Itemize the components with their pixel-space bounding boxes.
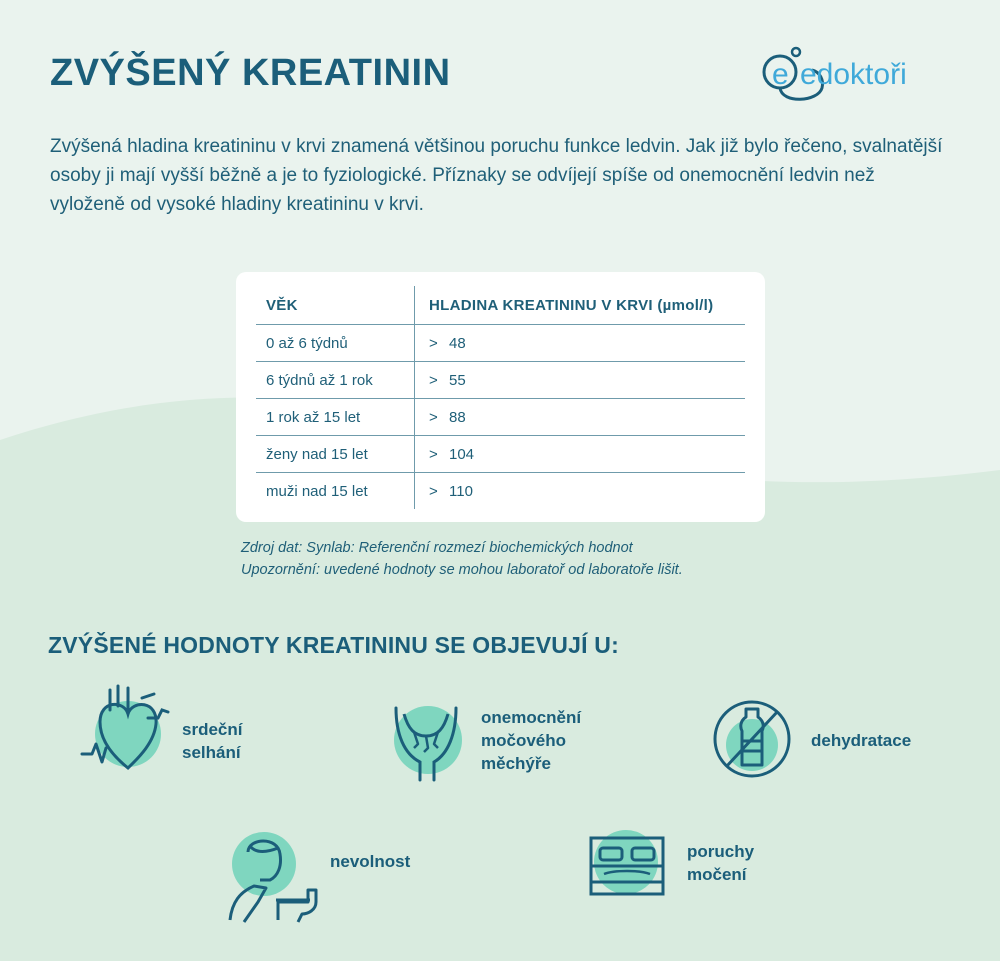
cause-label — [811, 729, 911, 752]
age-cell: 0 až 6 týdnů — [256, 325, 415, 362]
greater-than-sign: > — [429, 482, 438, 500]
heart-icon — [80, 682, 170, 777]
age-cell: muži nad 15 let — [256, 473, 415, 510]
label-line: poruchy — [687, 842, 755, 861]
level-value: 104 — [449, 445, 475, 463]
level-cell — [415, 473, 746, 510]
cause-dehydration — [712, 699, 952, 781]
label-line: nevolnost — [330, 852, 411, 871]
greater-than-sign: > — [429, 408, 438, 426]
greater-than-sign: > — [429, 371, 438, 389]
label-line: srdeční — [182, 720, 243, 739]
cause-heart-failure — [80, 682, 280, 777]
label-line: dehydratace — [811, 731, 912, 750]
label-line: močení — [687, 865, 747, 884]
page-title: ZVÝŠENÝ KREATININ — [50, 52, 451, 94]
source-line: Zdroj dat: Synlab: Referenční rozmezí biochemických hodnot — [241, 540, 633, 556]
table-row — [256, 362, 745, 399]
creatinine-table-card — [236, 272, 765, 522]
causes-title: ZVÝŠENÉ HODNOTY KREATININU SE OBJEVUJÍ U: — [48, 632, 619, 658]
no-water-bottle-icon — [712, 699, 792, 779]
table-header-row — [256, 286, 745, 325]
age-cell: ženy nad 15 let — [256, 436, 415, 473]
label-line: močového — [481, 731, 567, 750]
cause-bladder-disease — [390, 704, 620, 784]
cause-urination-disorders — [588, 830, 788, 902]
level-cell — [415, 362, 746, 399]
creatinine-table — [256, 286, 745, 509]
table-row — [256, 325, 745, 362]
cause-label — [687, 840, 754, 886]
greater-than-sign: > — [429, 334, 438, 352]
source-note — [241, 537, 683, 581]
bed-icon — [588, 830, 666, 900]
level-cell — [415, 325, 746, 362]
table-row — [256, 436, 745, 473]
cause-label — [182, 718, 242, 764]
intro-paragraph: Zvýšená hladina kreatininu v krvi znamená většinou poruchu funkce ledvin. Jak již bylo řečeno, svalnatější osoby ji mají vyšší běžně a je to fyziologické. Příznaky se odvíjejí spíše od onemocnění ledvin než vyloženě od vysoké hladiny kreatininu v krvi. — [50, 136, 943, 215]
edoktori-logo — [760, 42, 960, 104]
column-header-age: VĚK — [256, 286, 415, 325]
level-value: 88 — [449, 408, 466, 426]
age-cell: 1 rok až 15 let — [256, 399, 415, 436]
label-line: onemocnění — [481, 708, 582, 727]
level-cell — [415, 436, 746, 473]
warning-line: Upozornění: uvedené hodnoty se mohou laboratoř od laboratoře lišit. — [241, 562, 683, 578]
label-line: selhání — [182, 743, 241, 762]
level-value: 48 — [449, 334, 466, 352]
bladder-icon — [390, 704, 462, 782]
cause-label — [330, 850, 410, 873]
level-value: 110 — [449, 482, 473, 500]
level-cell — [415, 399, 746, 436]
level-value: 55 — [449, 371, 466, 389]
greater-than-sign: > — [429, 445, 438, 463]
label-line: měchýře — [481, 754, 551, 773]
age-cell: 6 týdnů až 1 rok — [256, 362, 415, 399]
table-row — [256, 473, 745, 510]
cause-label — [481, 706, 581, 775]
logo-text: edoktoři — [800, 58, 907, 91]
table-row — [256, 399, 745, 436]
cause-nausea — [226, 830, 436, 925]
nausea-icon — [226, 830, 318, 925]
column-header-level: HLADINA KREATININU V KRVI (µmol/l) — [415, 286, 746, 325]
svg-text:e: e — [772, 58, 789, 91]
